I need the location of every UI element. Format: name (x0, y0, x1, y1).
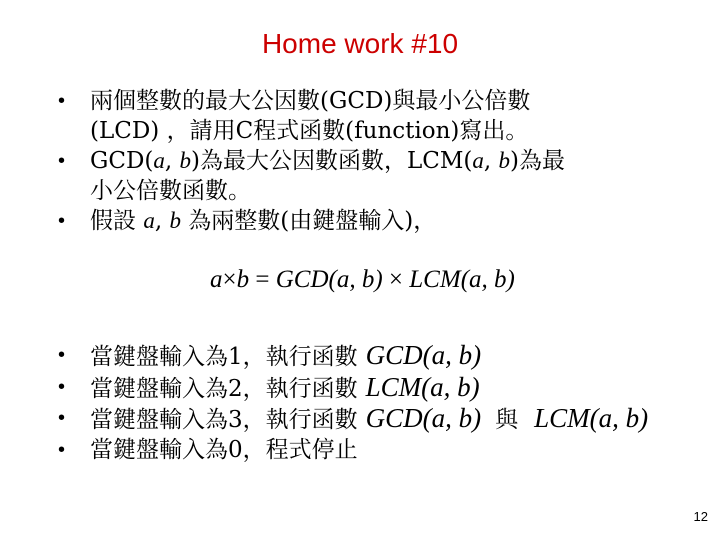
text-fragment: 假設 (90, 208, 144, 234)
bullet-text: 當鍵盤輸入為3，執行函數 (90, 407, 358, 433)
formula-args: (a, b) (460, 266, 515, 293)
math-expression: GCD(a, b) (365, 403, 482, 433)
bullet-text: 當鍵盤輸入為1，執行函數 (90, 344, 358, 370)
formula-gcd: GCD (275, 266, 329, 293)
formula-args: (a, b) (328, 266, 383, 293)
bullet-item (58, 86, 708, 146)
bullet-item (58, 372, 720, 404)
formula (210, 266, 515, 294)
text-fragment: , (154, 208, 170, 234)
text-fragment: GCD( (90, 148, 154, 174)
formula-times: × (222, 266, 237, 293)
var-b: b (169, 208, 181, 233)
formula-b: b (236, 266, 250, 293)
bullet-list-top (58, 86, 708, 236)
formula-lcm: LCM (409, 266, 461, 293)
bullet-dot: • (58, 438, 66, 461)
bullet-dot: • (58, 344, 66, 366)
text-fragment: , (483, 148, 499, 174)
bullet-dot: • (58, 407, 66, 429)
page-number: 12 (693, 509, 708, 524)
bullet-dot: • (58, 90, 66, 112)
bullet-text-line: 小公倍數函數。 (90, 178, 251, 204)
bullet-text-line: 兩個整數的最大公因數(GCD)與最小公倍數 (90, 88, 531, 114)
var-b: b (498, 148, 511, 173)
var-b: b (179, 148, 192, 173)
bullet-dot: • (58, 210, 66, 232)
var-a: a (472, 148, 484, 173)
bullet-item (58, 146, 708, 206)
bullet-list-bottom (58, 340, 720, 466)
bullet-text-line: (LCD) ，請用C程式函數(function)寫出。 (90, 118, 529, 144)
bullet-text: 當鍵盤輸入為2，執行函數 (90, 375, 358, 402)
conjunction: 與 (495, 407, 519, 433)
bullet-item (58, 340, 720, 372)
text-fragment: , (164, 148, 180, 174)
bullet-item (58, 403, 720, 435)
math-expression: LCM(a, b) (534, 403, 649, 433)
formula-a: a (210, 266, 223, 293)
math-expression: GCD(a, b) (365, 340, 482, 370)
var-a: a (153, 148, 165, 173)
bullet-item (58, 435, 720, 467)
var-a: a (143, 208, 155, 233)
bullet-text: 當鍵盤輸入為0，程式停止 (90, 436, 358, 463)
formula-times: × (388, 266, 404, 293)
bullet-text-line (90, 146, 708, 176)
text-fragment: )為最大公因數函數，LCM( (191, 148, 473, 174)
bullet-text-line (90, 206, 708, 236)
text-fragment: )為最 (510, 148, 565, 174)
bullet-dot: • (58, 150, 66, 172)
text-fragment: 為兩整數(由鍵盤輸入)， (180, 208, 437, 234)
math-expression: LCM(a, b) (365, 371, 480, 402)
formula-equals: = (255, 266, 270, 293)
slide-title: Home work #10 (261, 28, 459, 59)
bullet-dot: • (58, 375, 66, 398)
bullet-item (58, 206, 708, 236)
